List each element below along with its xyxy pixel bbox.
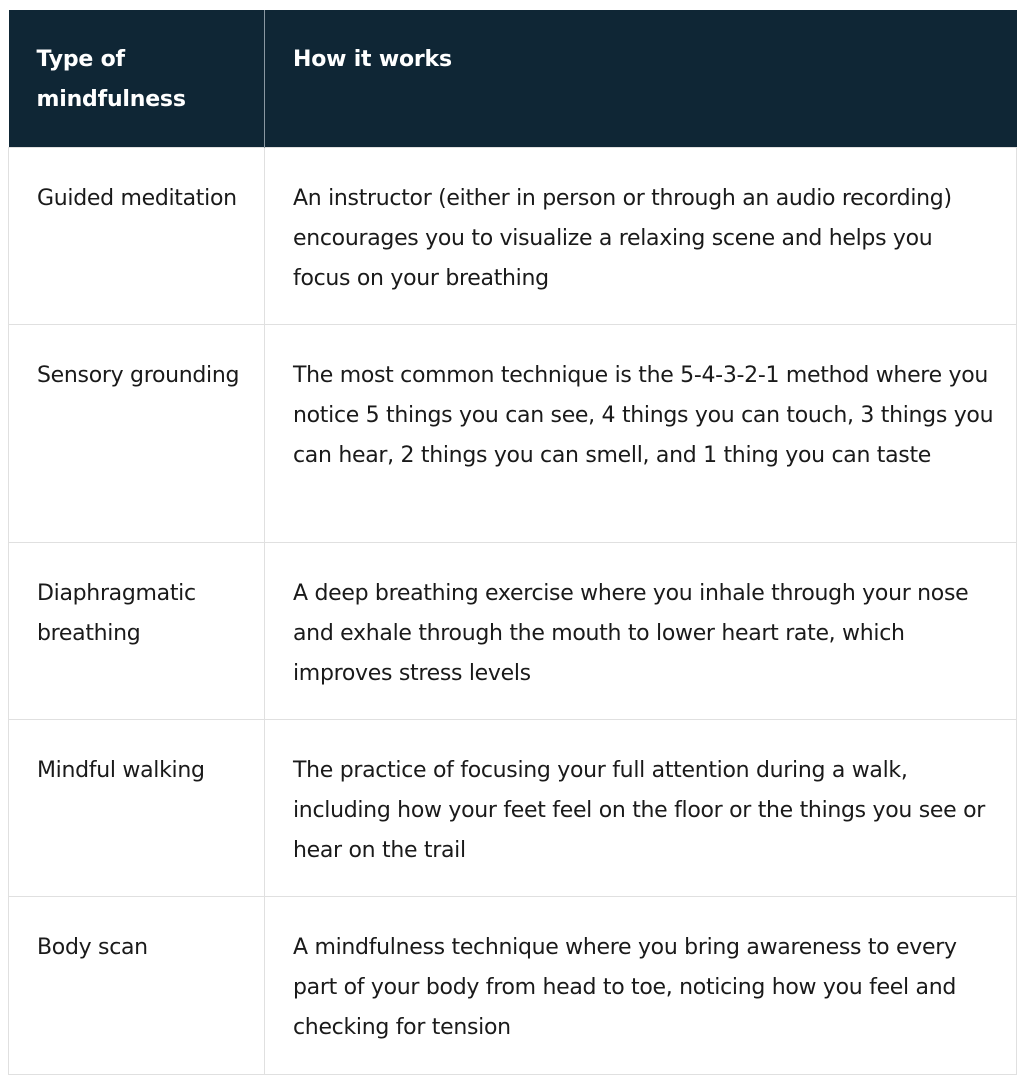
table-row — [9, 719, 1017, 896]
header-how-it-works: How it works — [265, 10, 1017, 147]
row-type-cell: Sensory grounding — [9, 324, 265, 542]
table-row — [9, 324, 1017, 542]
table-row — [9, 147, 1017, 324]
table-header — [9, 10, 1017, 147]
table-body — [9, 147, 1017, 1074]
table-row — [9, 896, 1017, 1074]
row-description-cell: An instructor (either in person or through an audio recording) encourages you to visualize a relaxing scene and helps you focus on your breathing — [265, 147, 1017, 324]
row-description-cell: The practice of focusing your full attention during a walk, including how your feet feel on the floor or the things you see or hear on the trail — [265, 719, 1017, 896]
row-description-cell: A deep breathing exercise where you inhale through your nose and exhale through the mouth to lower heart rate, which improves stress levels — [265, 542, 1017, 719]
header-type-of-mindfulness: Type of mindfulness — [9, 10, 265, 147]
row-type-cell: Guided meditation — [9, 147, 265, 324]
row-type-cell: Body scan — [9, 896, 265, 1074]
mindfulness-table — [8, 10, 1017, 1075]
row-type-cell: Mindful walking — [9, 719, 265, 896]
mindfulness-table-container — [8, 10, 1016, 1075]
row-description-cell: The most common technique is the 5-4-3-2-1 method where you notice 5 things you can see, 4 things you can touch, 3 things you can hear, 2 things you can smell, and 1 thing you can taste — [265, 324, 1017, 542]
row-description-cell: A mindfulness technique where you bring awareness to every part of your body from head to toe, noticing how you feel and checking for tension — [265, 896, 1017, 1074]
row-type-cell: Diaphragmatic breathing — [9, 542, 265, 719]
table-row — [9, 542, 1017, 719]
header-row — [9, 10, 1017, 147]
